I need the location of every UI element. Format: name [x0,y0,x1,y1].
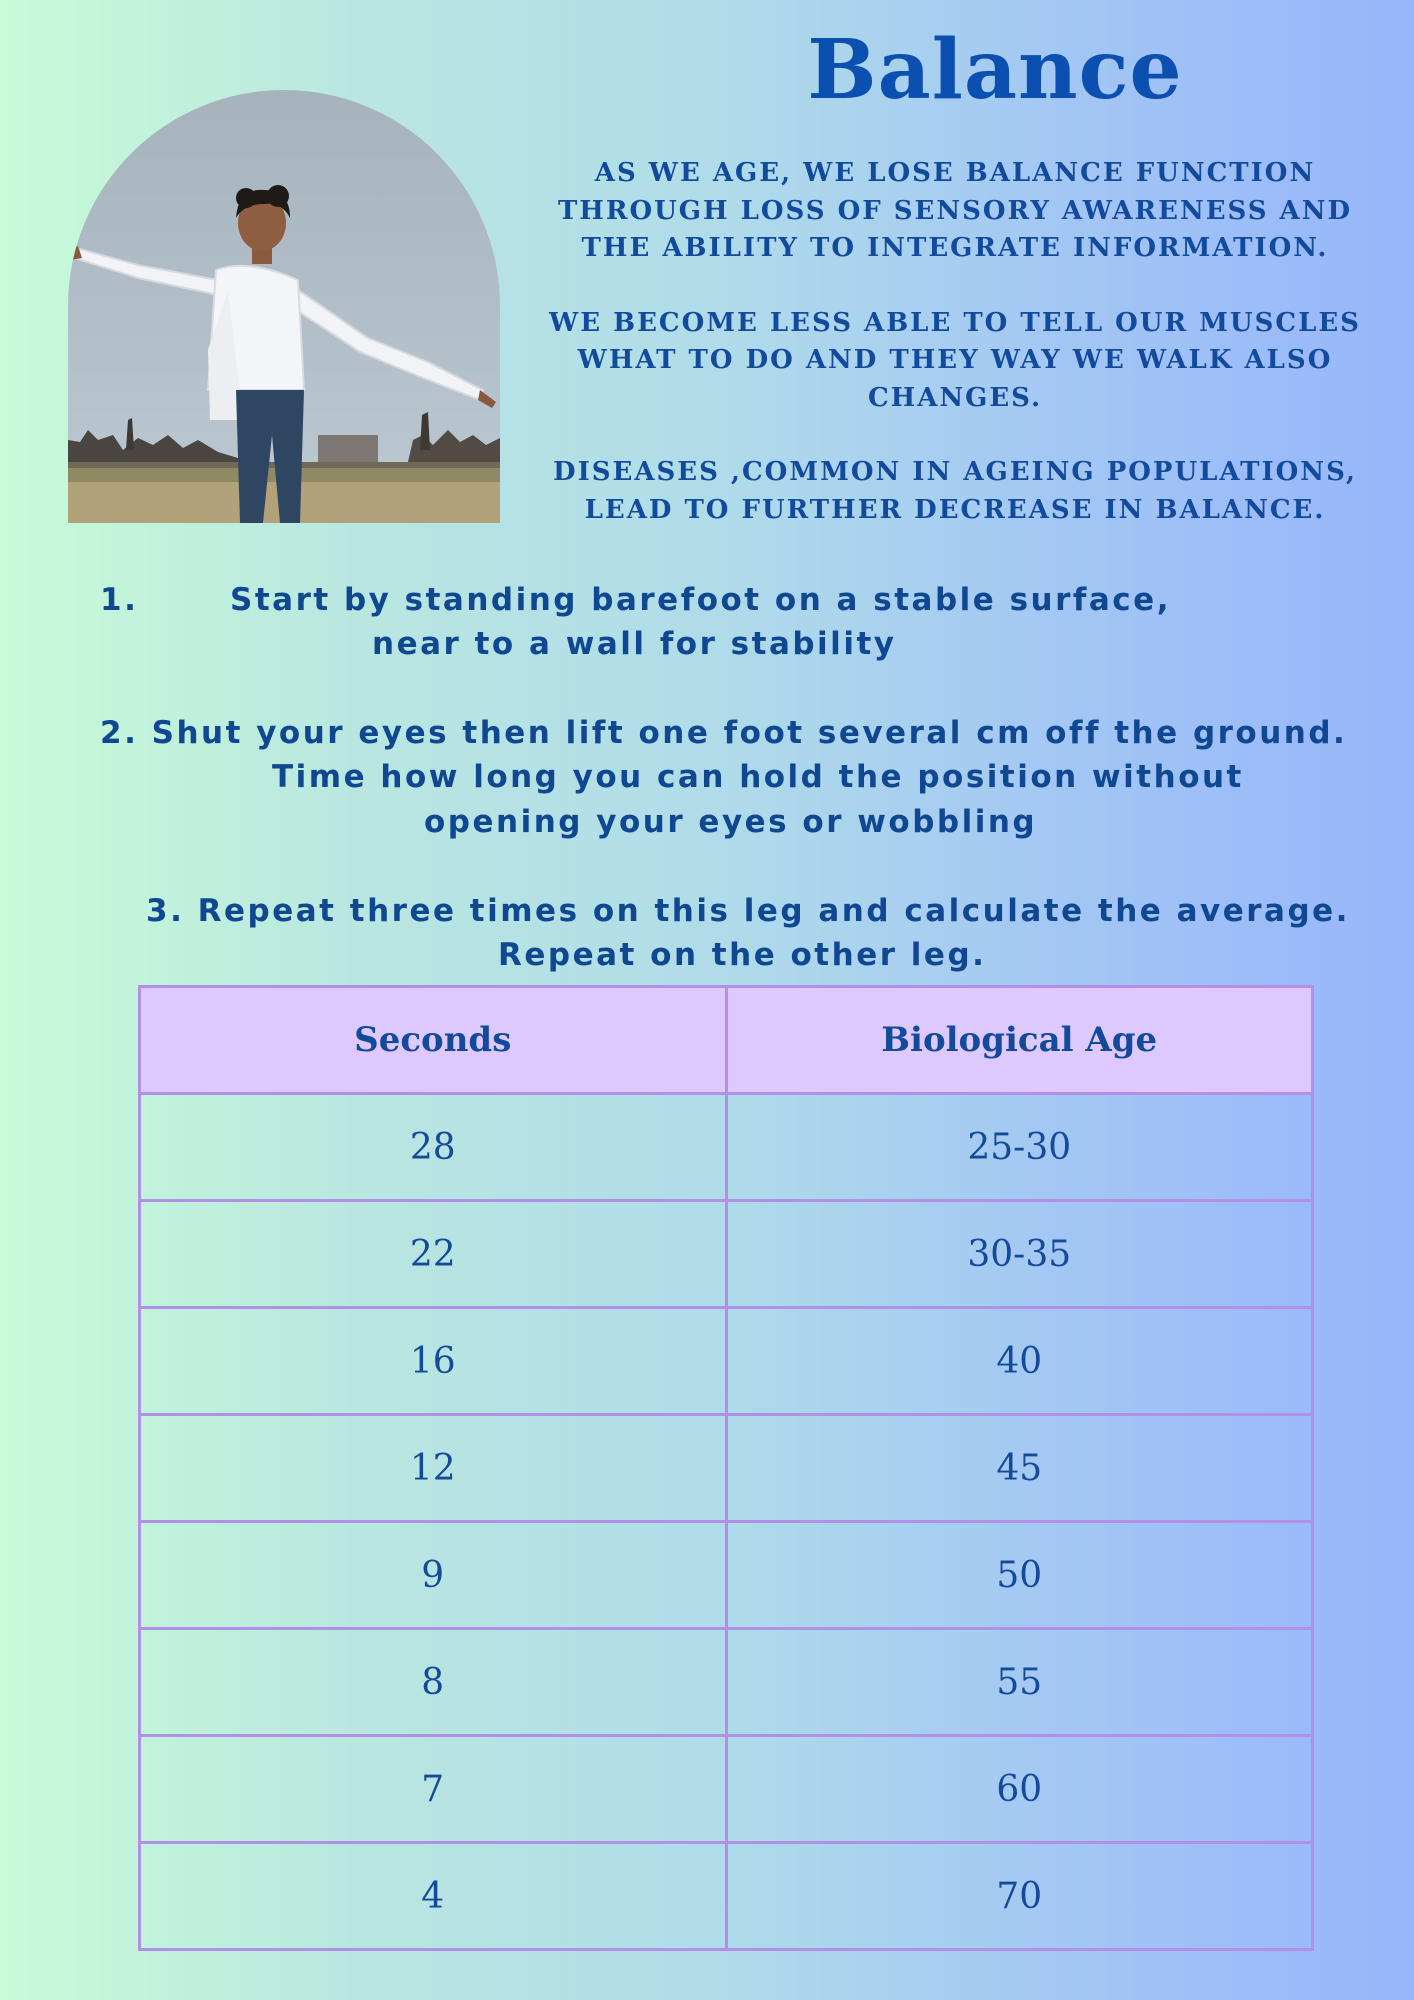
table-row [140,1522,1313,1629]
step-3-line-2: Repeat on the other leg. [498,937,987,973]
table-header-row [140,987,1313,1094]
seconds-cell: 7 [140,1736,727,1843]
step-2-line-2: Time how long you can hold the position without [272,759,1244,795]
biological-age-cell: 70 [726,1843,1313,1950]
page-title: Balance [807,22,1183,118]
seconds-cell: 16 [140,1308,727,1415]
table-row [140,1094,1313,1201]
biological-age-cell: 60 [726,1736,1313,1843]
biological-age-cell: 55 [726,1629,1313,1736]
intro-line: WHAT TO DO AND THEY WAY WE WALK ALSO [577,345,1333,375]
intro-line: WE BECOME LESS ABLE TO TELL OUR MUSCLES [549,307,1361,338]
table-row [140,1629,1313,1736]
intro-paragraph-2 [515,305,1395,418]
intro-line: DISEASES ,COMMON IN AGEING POPULATIONS, [553,457,1357,487]
table-row [140,1201,1313,1308]
step-2-line-1: 2. Shut your eyes then lift one foot several cm off the ground. [100,715,1348,751]
seconds-cell: 22 [140,1201,727,1308]
step-2-line-3: opening your eyes or wobbling [424,804,1038,840]
table-row [140,1843,1313,1950]
intro-line: THROUGH LOSS OF SENSORY AWARENESS AND [557,195,1353,226]
step-3-line-1: 3. Repeat three times on this leg and calculate the average. [146,893,1350,929]
seconds-cell: 9 [140,1522,727,1629]
intro-paragraph-3 [515,454,1395,529]
step-1-line-2: near to a wall for stability [372,626,897,662]
table-row [140,1736,1313,1843]
column-header-biological-age: Biological Age [726,987,1313,1094]
biological-age-cell: 50 [726,1522,1313,1629]
column-header-seconds: Seconds [140,987,727,1094]
biological-age-cell: 25-30 [726,1094,1313,1201]
balance-age-table [138,985,1314,1951]
table-row [140,1415,1313,1522]
intro-paragraph-1 [515,155,1395,268]
biological-age-cell: 40 [726,1308,1313,1415]
intro-line: AS WE AGE, WE LOSE BALANCE FUNCTION [594,158,1316,188]
seconds-cell: 28 [140,1094,727,1201]
table-row [140,1308,1313,1415]
step-1-line-1: Start by standing barefoot on a stable surface, [230,582,1171,618]
man-balancing-photo [68,90,500,523]
intro-line: LEAD TO FURTHER DECREASE IN BALANCE. [584,494,1326,525]
intro-line: THE ABILITY TO INTEGRATE INFORMATION. [581,233,1329,263]
intro-line: CHANGES. [867,382,1043,413]
intro-text [515,155,1395,566]
seconds-cell: 4 [140,1843,727,1950]
biological-age-cell: 45 [726,1415,1313,1522]
step-1-number: 1. [100,582,139,618]
seconds-cell: 12 [140,1415,727,1522]
biological-age-cell: 30-35 [726,1201,1313,1308]
seconds-cell: 8 [140,1629,727,1736]
